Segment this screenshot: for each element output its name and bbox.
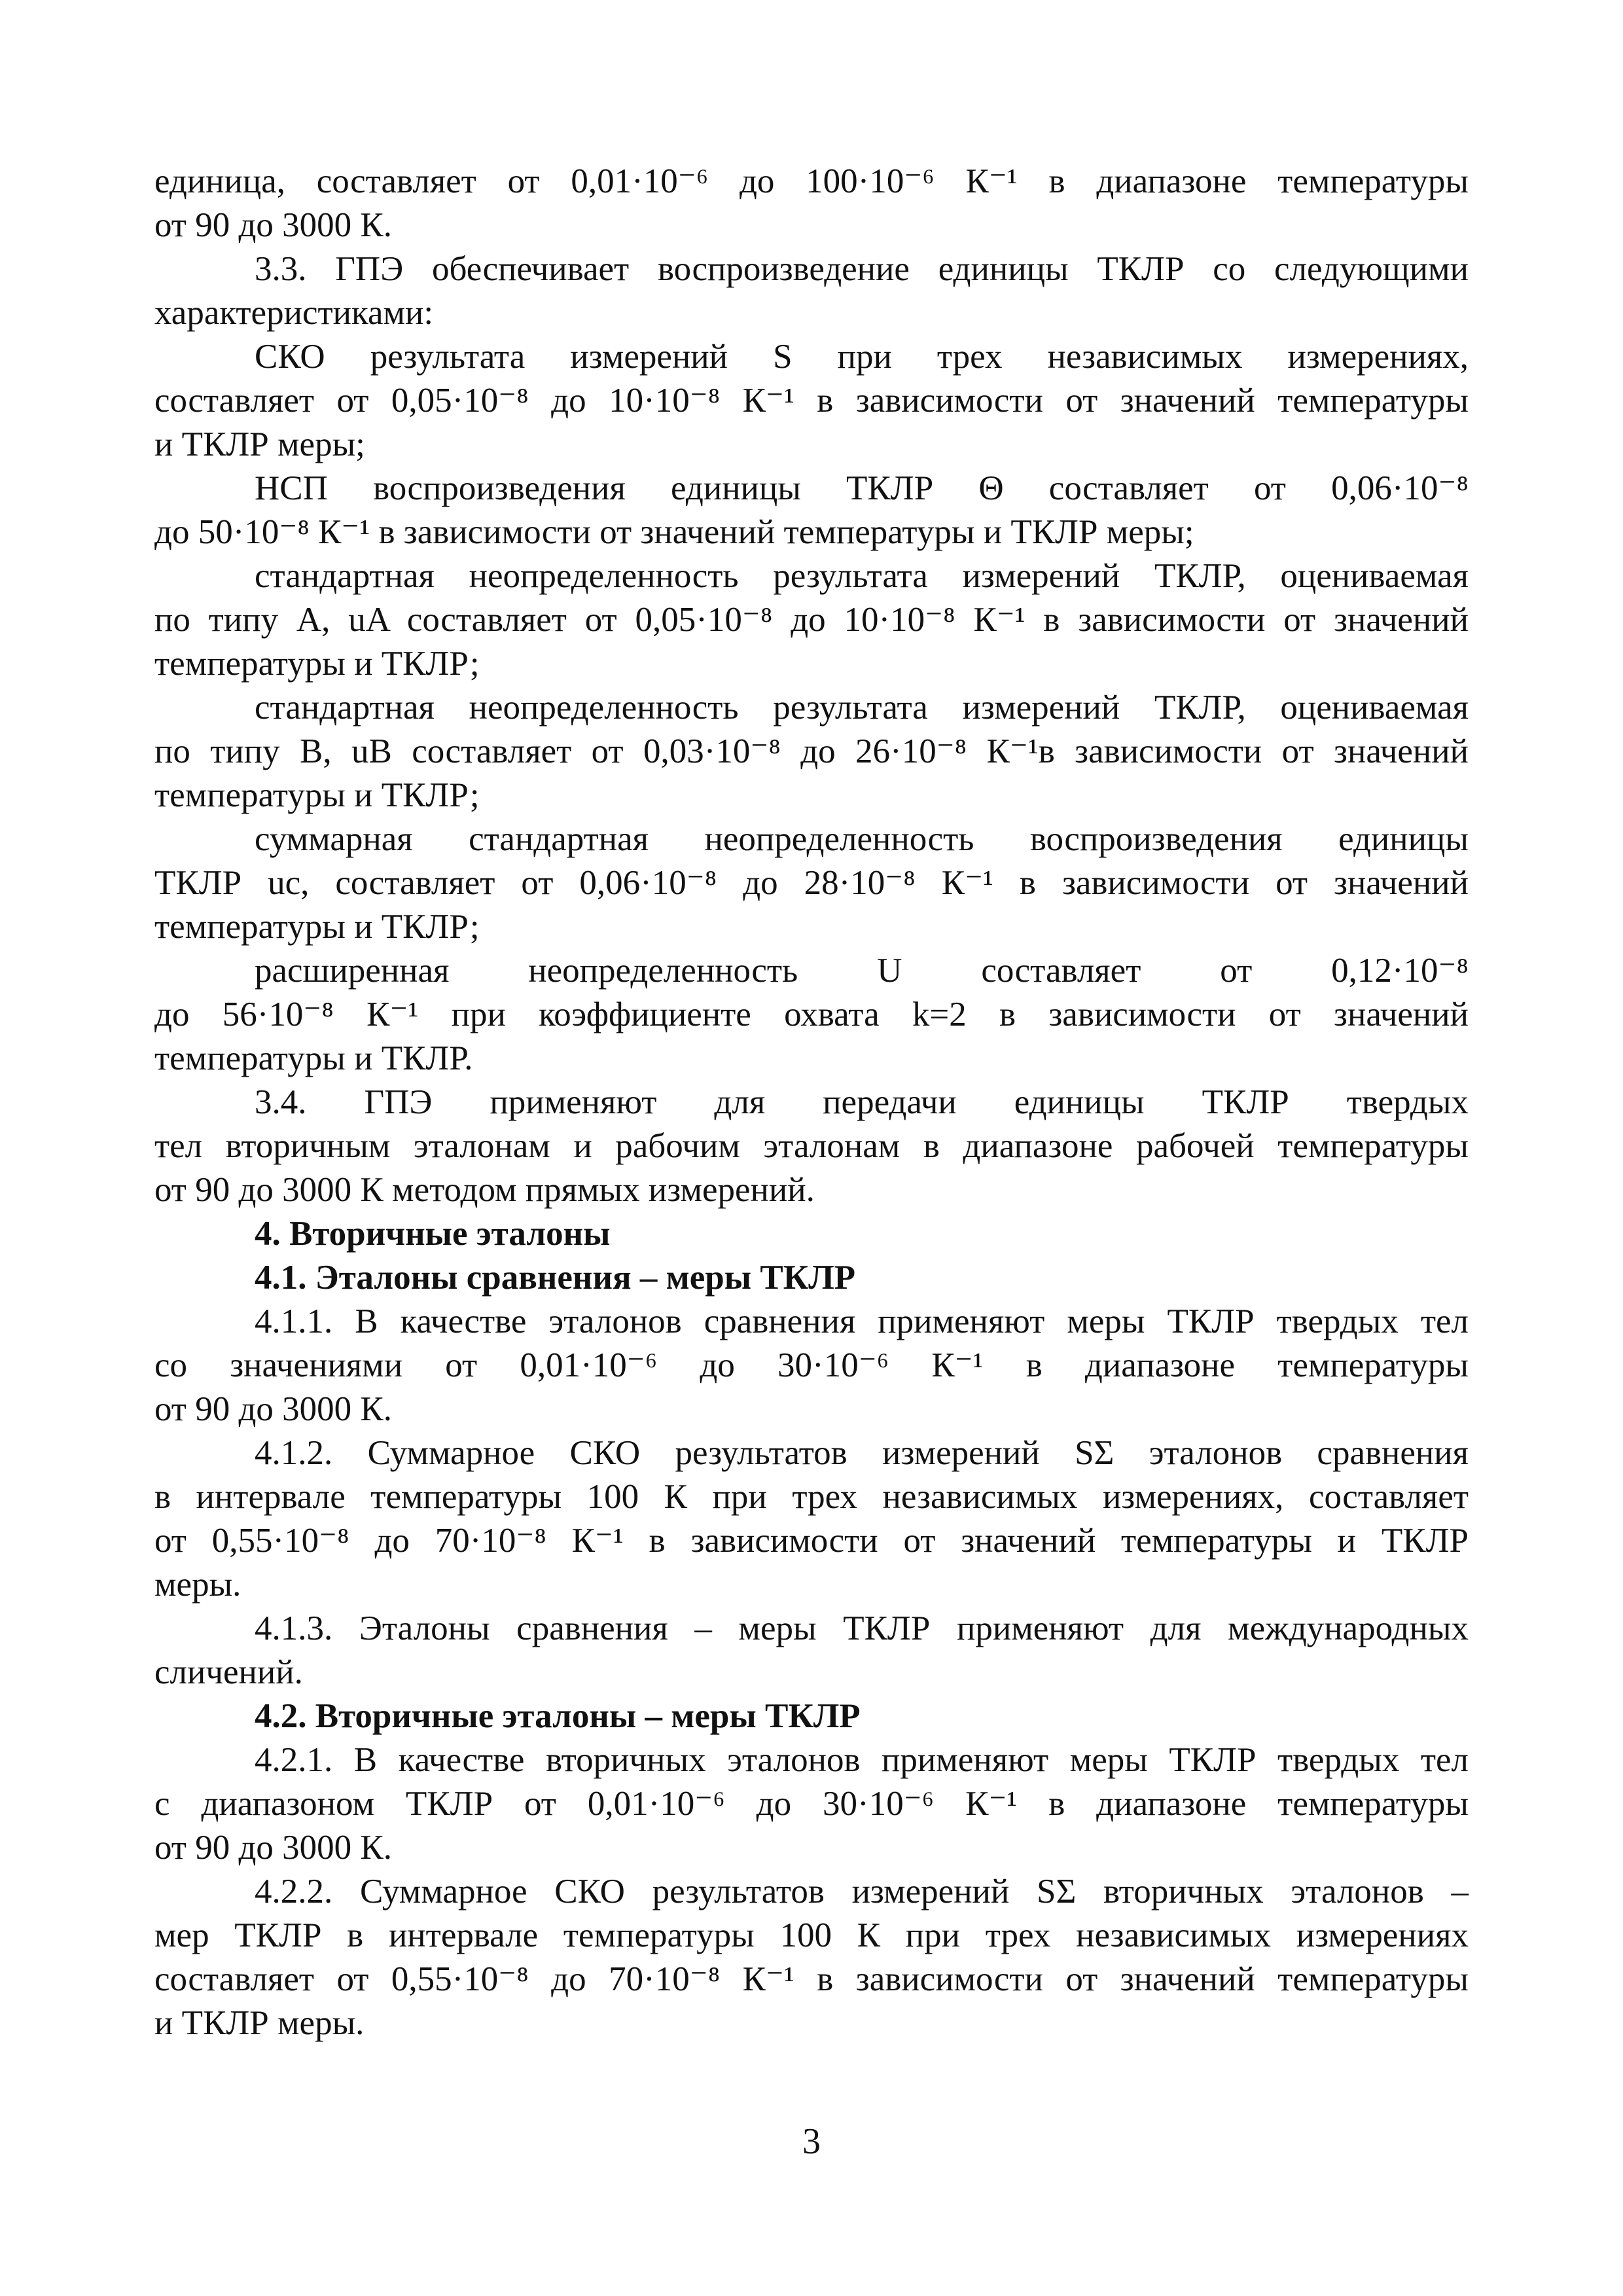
text-line: НСП воспроизведения единицы ТКЛР Θ составляет от 0,06·10⁻⁸ — [255, 469, 1469, 507]
text-line: до 50·10⁻⁸ К⁻¹ в зависимости от значений температуры и ТКЛР меры; — [154, 513, 1194, 551]
text-line: по типу В, uB составляет от 0,03·10⁻⁸ до 26·10⁻⁸ К⁻¹в зависимости от значений — [154, 732, 1469, 770]
section-heading: 4. Вторичные эталоны — [255, 1215, 611, 1253]
text-line: 4.1.2. Суммарное СКО результатов измерений SΣ эталонов сравнения — [255, 1434, 1469, 1472]
text-line: и ТКЛР меры; — [154, 425, 365, 463]
text-line: от 90 до 3000 К. — [154, 206, 393, 244]
text-line: до 56·10⁻⁸ К⁻¹ при коэффициенте охвата k=2 в зависимости от значений — [154, 996, 1469, 1033]
text-line: 4.2.2. Суммарное СКО результатов измерений SΣ вторичных эталонов – — [255, 1873, 1469, 1910]
text-line: от 90 до 3000 К методом прямых измерений. — [154, 1171, 815, 1209]
text-line: в интервале температуры 100 К при трех независимых измерениях, составляет — [154, 1478, 1469, 1516]
text-line: температуры и ТКЛР; — [154, 776, 480, 814]
text-line: СКО результата измерений S при трех независимых измерениях, — [255, 338, 1469, 376]
text-line: температуры и ТКЛР. — [154, 1039, 473, 1077]
text-line: 4.1.1. В качестве эталонов сравнения применяют меры ТКЛР твердых тел — [255, 1302, 1469, 1340]
text-line: мер ТКЛР в интервале температуры 100 К при трех независимых измерениях — [154, 1916, 1469, 1954]
text-line: расширенная неопределенность U составляет от 0,12·10⁻⁸ — [255, 952, 1469, 990]
text-line: тел вторичным эталонам и рабочим эталонам в диапазоне рабочей температуры — [154, 1127, 1469, 1165]
text-line: и ТКЛР меры. — [154, 2004, 365, 2042]
text-line: ТКЛР uc, составляет от 0,06·10⁻⁸ до 28·10⁻⁸ К⁻¹ в зависимости от значений — [154, 864, 1469, 902]
text-line: от 90 до 3000 К. — [154, 1829, 393, 1867]
text-line: 4.1.3. Эталоны сравнения – меры ТКЛР применяют для международных — [255, 1609, 1469, 1647]
text-line: с диапазоном ТКЛР от 0,01·10⁻⁶ до 30·10⁻⁶ К⁻¹ в диапазоне температуры — [154, 1785, 1469, 1823]
text-line: составляет от 0,55·10⁻⁸ до 70·10⁻⁸ К⁻¹ в зависимости от значений температуры — [154, 1960, 1469, 1998]
text-line: единица, составляет от 0,01·10⁻⁶ до 100·10⁻⁶ К⁻¹ в диапазоне температуры — [154, 162, 1469, 200]
document-body — [154, 160, 1469, 2045]
text-line: 3.4. ГПЭ применяют для передачи единицы ТКЛР твердых — [255, 1083, 1469, 1121]
section-heading: 4.2. Вторичные эталоны – меры ТКЛР — [255, 1697, 861, 1735]
text-line: стандартная неопределенность результата измерений ТКЛР, оцениваемая — [255, 689, 1469, 726]
text-line: суммарная стандартная неопределенность воспроизведения единицы — [255, 820, 1469, 858]
text-line: температуры и ТКЛР; — [154, 908, 480, 946]
text-line: 3.3. ГПЭ обеспечивает воспроизведение единицы ТКЛР со следующими — [255, 250, 1469, 288]
text-line: сличений. — [154, 1653, 303, 1691]
text-line: со значениями от 0,01·10⁻⁶ до 30·10⁻⁶ К⁻¹ в диапазоне температуры — [154, 1346, 1469, 1384]
text-line: от 90 до 3000 К. — [154, 1390, 393, 1428]
text-line: 4.2.1. В качестве вторичных эталонов применяют меры ТКЛР твердых тел — [255, 1741, 1469, 1779]
text-line: стандартная неопределенность результата измерений ТКЛР, оцениваемая — [255, 557, 1469, 595]
text-line: меры. — [154, 1566, 241, 1604]
text-line: температуры и ТКЛР; — [154, 645, 480, 683]
text-line: характеристиками: — [154, 294, 434, 332]
text-line: составляет от 0,05·10⁻⁸ до 10·10⁻⁸ К⁻¹ в зависимости от значений температуры — [154, 382, 1469, 420]
page-number: 3 — [802, 2121, 821, 2162]
text-line: от 0,55·10⁻⁸ до 70·10⁻⁸ К⁻¹ в зависимости от значений температуры и ТКЛР — [154, 1522, 1469, 1560]
section-heading: 4.1. Эталоны сравнения – меры ТКЛР — [255, 1259, 856, 1297]
text-line: по типу А, uA составляет от 0,05·10⁻⁸ до 10·10⁻⁸ К⁻¹ в зависимости от значений — [154, 601, 1469, 639]
